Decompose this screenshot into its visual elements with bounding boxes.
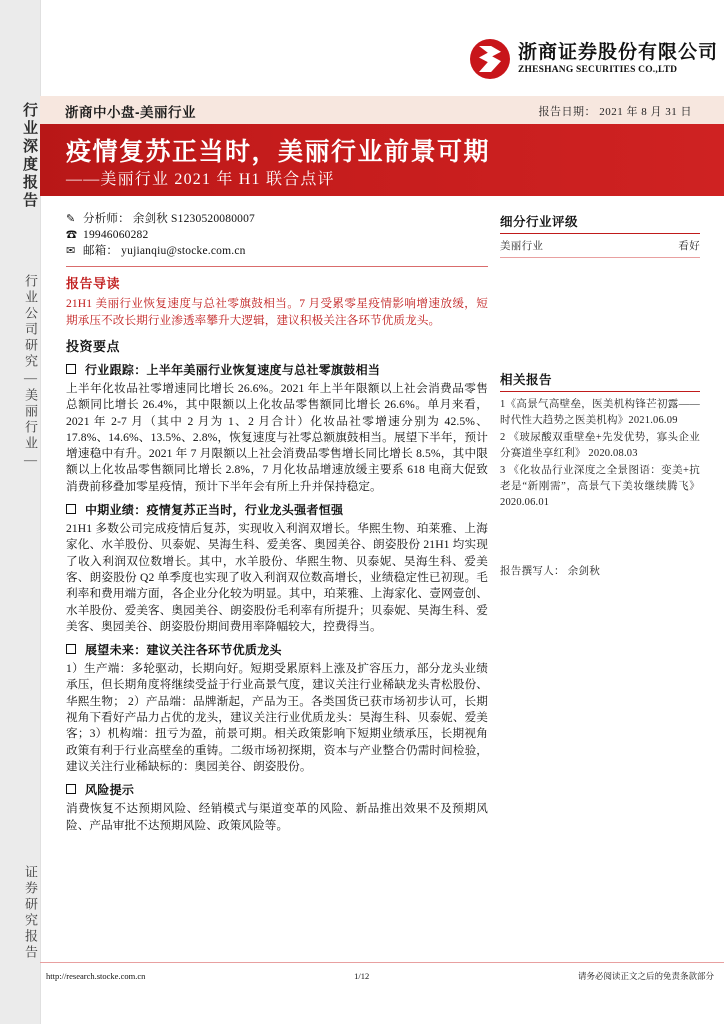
related-reports-heading: 相关报告 [500, 373, 553, 387]
list-item[interactable]: 3 《化妆品行业深度之全景图语：变美+抗老是“新刚需”，高景气下美妆继续腾飞》 2020.06.01 [500, 465, 700, 508]
analyst-email: 邮箱： yujianqiu@stocke.com.cn [83, 245, 246, 257]
section-paragraph-outlook: 1）生产端：多轮驱动，长期向好。短期受累原料上涨及扩容压力，部分龙头业绩承压，但长期角度将继续受益于行业高景气度，建议关注行业稀缺龙头青松股份、华熙生物； 2）产品端：品牌渐起，产品为王。各类国货已获市场初步认可，长期视角下看好产品力占优的龙头，建议关注行业优质龙头：昊海生科、贝泰妮、爱美客；3）机构端：扭亏为盈，前景可期。相关政策影响下短期业绩承压，长期视角政策有利于行业高壁垒的重铸。二级市场初探期，资本与产业整合仍需时间检验，建议关注行业稀缺标的：奥园美谷、朗姿股份。 [66, 662, 488, 773]
report-series-title: 浙商中小盘-美丽行业 [65, 105, 196, 120]
section-bullet-risk [66, 781, 488, 798]
related-reports-divider [500, 391, 700, 392]
footer-disclaimer: 请务必阅读正文之后的免责条款部分 [577, 971, 714, 981]
square-bullet-icon [66, 504, 76, 514]
section-bullet-outlook [66, 641, 488, 658]
square-bullet-icon [66, 784, 76, 794]
analyst-name: 分析师： 余剑秋 S1230520080007 [83, 213, 255, 225]
analyst-email-row [66, 244, 488, 259]
analyst-divider [66, 266, 488, 267]
section-paragraph-interim-results: 21H1 多数公司完成疫情后复苏，实现收入利润双增长。华熙生物、珀莱雅、上海家化、水羊股份、贝泰妮、昊海生科、爱美客、奥园美谷、朗姿股份 21H1 均实现了收入利润双位数增长。其中，水羊股份、华熙生物、贝泰妮、昊海生科、爱美客、朗姿股份 Q2 单季度也实现了收入利润双位数高增长，业绩稳定性已初现。毛利率和费用端方面，各企业分化较为明显。其中，珀莱雅、上海家化、壹网壹创、水羊股份、爱美客、奥园美谷、朗姿股份毛利率有所提升；贝泰妮、昊海生科、爱美客、奥园美谷、朗姿股份期间费用率降幅较大，控费得当。 [66, 522, 488, 633]
sidebar-label-industry-depth: 行业深度报告 [21, 102, 37, 210]
company-logo-area [470, 28, 720, 90]
sidebar-label-securities-research: 证券研究报告 [23, 865, 38, 961]
page-subtitle: ——美丽行业 2021 年 H1 联合点评 [66, 171, 335, 188]
rating-box-heading: 细分行业评级 [500, 215, 579, 229]
sidebar-label-company-research: 行业公司研究—美丽行业— [23, 274, 38, 470]
report-guide-text: 21H1 美丽行业恢复速度与总社零旗鼓相当。7 月受累零星疫情影响增速放缓，短期承压不改长期行业渗透率攀升大逻辑，建议积极关注各环节优质龙头。 [66, 297, 488, 327]
company-name-en: ZHESHANG SECURITIES CO.,LTD [518, 65, 678, 76]
report-date: 报告日期： 2021 年 8 月 31 日 [538, 106, 692, 118]
company-name-cn: 浙商证券股份有限公司 [518, 41, 719, 63]
analyst-block [66, 212, 488, 259]
mail-icon: ✉ [66, 245, 76, 257]
section-bullet-label: 行业跟踪：上半年美丽行业恢复速度与总社零旗鼓相当 [85, 363, 381, 377]
pen-icon: ✎ [66, 213, 76, 225]
sub-industry-rating-box [500, 212, 700, 258]
analyst-phone-row [66, 228, 488, 243]
report-series-strip [40, 96, 724, 124]
investment-points-heading: 投资要点 [66, 339, 121, 354]
rating-table [500, 233, 700, 258]
list-item[interactable]: 2 《玻尿酸双重壁垒+先发优势，寡头企业分赛道坐享红利》 2020.08.03 [500, 432, 700, 459]
list-item[interactable]: 1《高景气高壁垒，医美机构锋芒初露——时代性大趋势之医美机构》2021.06.09 [500, 399, 700, 426]
section-paragraph-industry-tracking: 上半年化妆品社零增速同比增长 26.6%。2021 年上半年限额以上社会消费品零售总额同比增长 26.4%，其中限额以上化妆品零售额同比增长 26.6%。单月来看，2021 年 2-7 月（其中 2 月为 1、2 月合计）化妆品社零增速分别为 42.5%、17.8%、14.6%、13.5%、2.8%，恢复速度与社零总额旗鼓相当。展望下半年，预计增速稳中有升。2021 年 7 月限额以上社会消费品零售增长同比增长 8.5%，其中限额以上化妆品零售额同比增长 2.8%，7 月化妆品增速放缓主要系 618 电商大促致消费前移叠加零星疫情，预计下半年会有所上升并保持稳定。 [66, 382, 488, 493]
footer-page-number: 1/12 [354, 971, 370, 981]
square-bullet-icon [66, 364, 76, 374]
section-bullet-label: 展望未来：建议关注各环节优质龙头 [85, 643, 282, 658]
section-bullet-label: 风险提示 [85, 783, 135, 798]
right-sidebar-column [500, 212, 700, 592]
report-author-label: 报告撰写人： 余剑秋 [500, 566, 601, 577]
status-badge: 看好 [633, 234, 700, 258]
rating-industry-name: 美丽行业 [500, 234, 633, 258]
table-row [500, 234, 700, 258]
report-author-box [500, 563, 700, 578]
page-title: 疫情复苏正当时，美丽行业前景可期 [66, 138, 491, 166]
square-bullet-icon [66, 644, 76, 654]
page-footer [40, 966, 724, 986]
analyst-name-row [66, 212, 488, 227]
related-reports-list [500, 397, 700, 511]
left-vertical-sidebar [0, 0, 41, 1024]
footer-divider [40, 962, 724, 963]
company-name-block [518, 43, 718, 76]
analyst-phone: 19946060282 [83, 229, 149, 241]
section-paragraph-risk: 消费恢复不达预期风险、经销模式与渠道变革的风险、新品推出效果不及预期风险、产品审批不达预期风险、政策风险等。 [66, 802, 488, 832]
section-bullet-interim-results [66, 501, 488, 518]
section-bullet-industry-tracking [66, 361, 488, 378]
phone-icon: ☎ [66, 229, 77, 241]
report-guide-heading: 报告导读 [66, 276, 121, 291]
title-banner [40, 124, 724, 196]
zheshang-logo-icon [470, 39, 510, 79]
related-reports-box [500, 370, 700, 511]
footer-url[interactable]: http://research.stocke.com.cn [46, 971, 146, 981]
main-content-column [66, 212, 488, 837]
section-bullet-label: 中期业绩：疫情复苏正当时，行业龙头强者恒强 [85, 503, 344, 518]
